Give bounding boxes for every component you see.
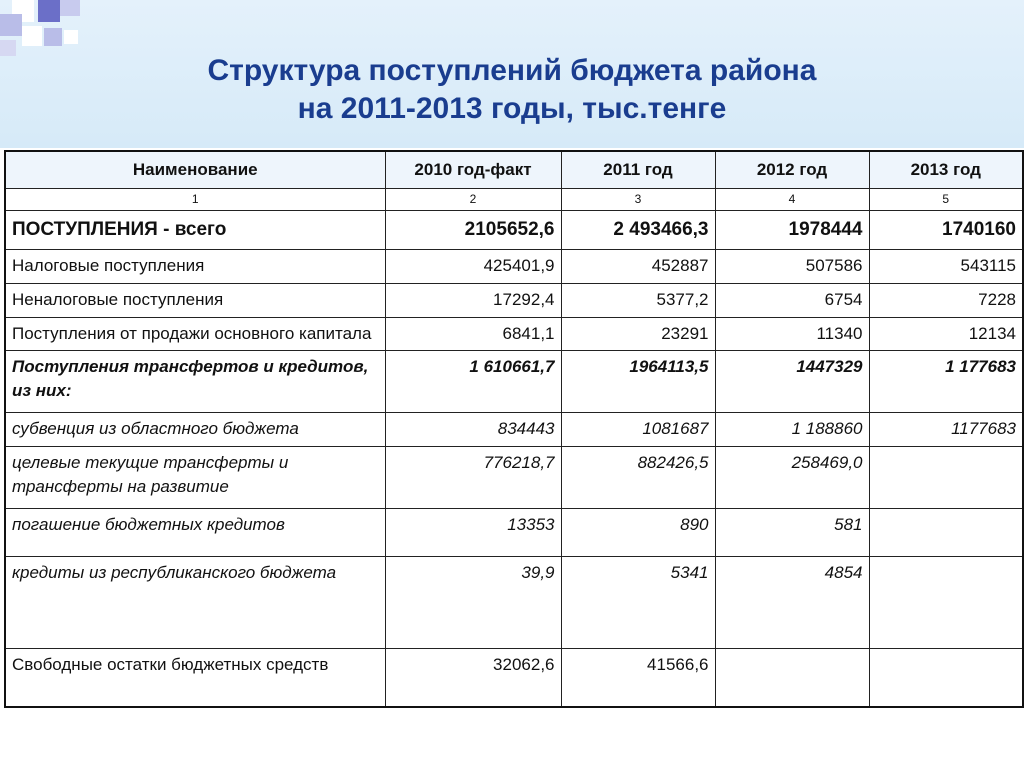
cell-2011: 1964113,5 (561, 351, 715, 413)
col-number: 4 (715, 189, 869, 211)
cell-2012: 1 188860 (715, 413, 869, 447)
table-row (5, 557, 1023, 649)
row-name: Свободные остатки бюджетных средств (5, 649, 385, 707)
cell-2011: 5377,2 (561, 284, 715, 318)
header-2011: 2011 год (561, 151, 715, 189)
cell-2013: 12134 (869, 318, 1023, 351)
cell-2013: 1177683 (869, 413, 1023, 447)
cell-2010: 776218,7 (385, 447, 561, 509)
page-title (0, 52, 1024, 128)
column-number-row (5, 189, 1023, 211)
table-row (5, 211, 1023, 250)
cell-2013 (869, 447, 1023, 509)
table-row (5, 649, 1023, 707)
row-name: Налоговые поступления (5, 250, 385, 284)
cell-2011: 5341 (561, 557, 715, 649)
col-number: 2 (385, 189, 561, 211)
col-number: 5 (869, 189, 1023, 211)
slide-header (0, 0, 1024, 148)
cell-2012: 11340 (715, 318, 869, 351)
cell-2010: 2105652,6 (385, 211, 561, 250)
title-line-2: на 2011-2013 годы, тыс.тенге (297, 92, 727, 125)
row-name: погашение бюджетных кредитов (5, 509, 385, 557)
header-2012: 2012 год (715, 151, 869, 189)
cell-2011: 2 493466,3 (561, 211, 715, 250)
cell-2010: 17292,4 (385, 284, 561, 318)
table-row (5, 250, 1023, 284)
cell-2012: 4854 (715, 557, 869, 649)
cell-2011: 890 (561, 509, 715, 557)
cell-2010: 32062,6 (385, 649, 561, 707)
table-row (5, 284, 1023, 318)
cell-2010: 1 610661,7 (385, 351, 561, 413)
cell-2010: 13353 (385, 509, 561, 557)
header-2013: 2013 год (869, 151, 1023, 189)
row-name: Поступления от продажи основного капитала (5, 318, 385, 351)
row-name: Поступления трансфертов и кредитов, из них: (5, 351, 385, 413)
cell-2011: 1081687 (561, 413, 715, 447)
table-row (5, 509, 1023, 557)
table-row (5, 318, 1023, 351)
title-line-1: Структура поступлений бюджета района (207, 54, 817, 87)
table-row (5, 413, 1023, 447)
cell-2010: 834443 (385, 413, 561, 447)
cell-2013: 7228 (869, 284, 1023, 318)
cell-2012: 581 (715, 509, 869, 557)
header-row (5, 151, 1023, 189)
cell-2012: 1978444 (715, 211, 869, 250)
cell-2012 (715, 649, 869, 707)
cell-2011: 41566,6 (561, 649, 715, 707)
cell-2013: 543115 (869, 250, 1023, 284)
cell-2010: 6841,1 (385, 318, 561, 351)
cell-2012: 258469,0 (715, 447, 869, 509)
cell-2010: 425401,9 (385, 250, 561, 284)
cell-2010: 39,9 (385, 557, 561, 649)
row-name: целевые текущие трансферты и трансферты на развитие (5, 447, 385, 509)
row-name: ПОСТУПЛЕНИЯ - всего (5, 211, 385, 250)
cell-2012: 6754 (715, 284, 869, 318)
cell-2013: 1740160 (869, 211, 1023, 250)
header-2010: 2010 год-факт (385, 151, 561, 189)
cell-2013 (869, 649, 1023, 707)
row-name: Неналоговые поступления (5, 284, 385, 318)
cell-2013: 1 177683 (869, 351, 1023, 413)
col-number: 3 (561, 189, 715, 211)
cell-2013 (869, 557, 1023, 649)
budget-table (4, 150, 1024, 708)
col-number: 1 (5, 189, 385, 211)
row-name: кредиты из республиканского бюджета (5, 557, 385, 649)
cell-2011: 882426,5 (561, 447, 715, 509)
table-row (5, 447, 1023, 509)
table-row (5, 351, 1023, 413)
header-name: Наименование (5, 151, 385, 189)
row-name: субвенция из областного бюджета (5, 413, 385, 447)
cell-2012: 507586 (715, 250, 869, 284)
cell-2012: 1447329 (715, 351, 869, 413)
cell-2013 (869, 509, 1023, 557)
cell-2011: 452887 (561, 250, 715, 284)
cell-2011: 23291 (561, 318, 715, 351)
budget-table-wrap (4, 150, 1022, 708)
